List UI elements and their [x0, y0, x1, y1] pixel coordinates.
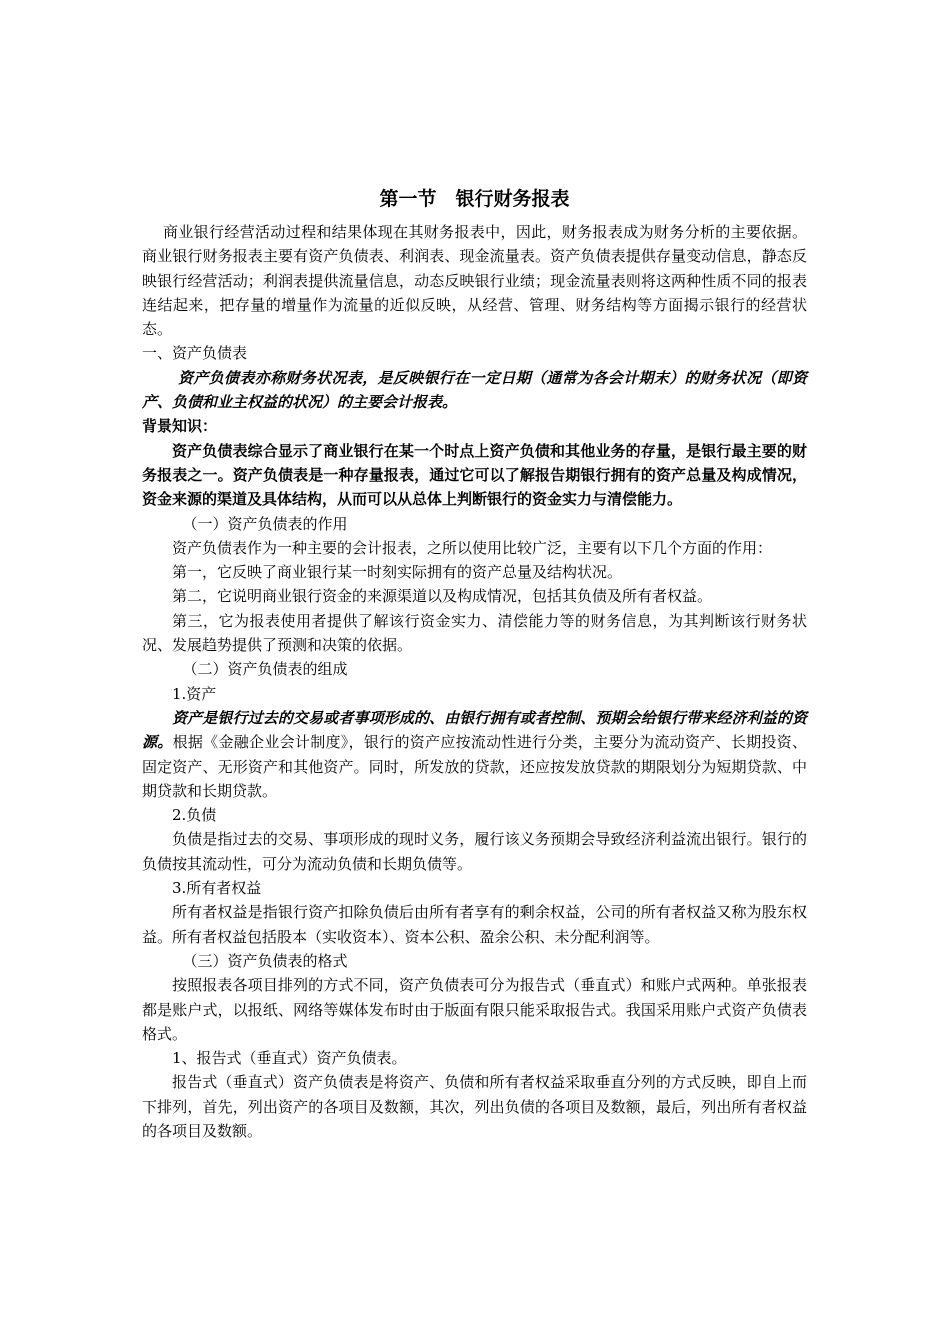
- report-format-paragraph: 报告式（垂直式）资产负债表是将资产、负债和所有者权益采取垂直分列的方式反映，即自上而下排列，首先，列出资产的各项目及数额，其次，列出负债的各项目及数额，最后，列出所有者权益的各项目及数额。: [142, 1073, 807, 1140]
- intro-paragraph: 商业银行经营活动过程和结果体现在其财务报表中，因此，财务报表成为财务分析的主要依据。商业银行财务报表主要有资产负债表、利润表、现金流量表。资产负债表提供存量变动信息，静态反映银行经营活动；利润表提供流量信息，动态反映银行业绩；现金流量表则将这两种性质不同的报表连结起来，把存量的增量作为流量的近似反映，从经营、管理、财务结构等方面揭示银行的经营状态。: [142, 223, 807, 339]
- subsection-heading-composition: （二）资产负债表的组成: [182, 660, 348, 679]
- asset-text: 根据《金融企业会计制度》，银行的资产应按流动性进行分类，主要分为流动资产、长期投资、固定资产、无形资产和其他资产。同时，所发放的贷款，还应按发放贷款的期限划分为短期贷款、中期贷款和长期贷款。: [142, 733, 807, 800]
- asset-heading: 1.资产: [172, 684, 217, 703]
- equity-heading: 3.所有者权益: [172, 879, 262, 898]
- document-page: [142, 184, 807, 1143]
- asset-definition: 资产是银行过去的交易或者事项形成的、由银行拥有或者控制、预期会给银行带来经济利益的资源。: [142, 708, 807, 752]
- background-label: 背景知识：: [142, 417, 218, 436]
- format-paragraph: 按照报表各项目排列的方式不同，资产负债表可分为报告式（垂直式）和账户式两种。单张报表都是账户式，以报纸、网络等媒体发布时由于版面有限只能采取报告式。我国采用账户式资产负债表格式。: [142, 976, 807, 1043]
- section-heading-balance-sheet: 一、资产负债表: [142, 344, 248, 363]
- role-paragraph: 资产负债表作为一种主要的会计报表，之所以使用比较广泛，主要有以下几个方面的作用：: [172, 538, 773, 557]
- asset-paragraph: [142, 706, 807, 803]
- role-point-2: 第二，它说明商业银行资金的来源渠道以及构成情况，包括其负债及所有者权益。: [172, 587, 713, 606]
- equity-paragraph: 所有者权益是指银行资产扣除负债后由所有者享有的剩余权益，公司的所有者权益又称为股东权益。所有者权益包括股本（实收资本）、资本公积、盈余公积、未分配利润等。: [142, 903, 807, 946]
- liability-paragraph: 负债是指过去的交易、事项形成的现时义务，履行该义务预期会导致经济利益流出银行。银行的负债按其流动性，可分为流动负债和长期负债等。: [142, 830, 807, 873]
- subsection-heading-role: （一）资产负债表的作用: [182, 514, 348, 533]
- background-paragraph: 资产负债表综合显示了商业银行在某一个时点上资产负债和其他业务的存量，是银行最主要的财务报表之一。资产负债表是一种存量报表，通过它可以了解报告期银行拥有的资产总量及构成情况，资金来源的渠道及具体结构，从而可以从总体上判断银行的资金实力与清偿能力。: [142, 441, 807, 509]
- role-point-1: 第一，它反映了商业银行某一时刻实际拥有的资产总量及结构状况。: [172, 563, 623, 582]
- report-format-heading: 1、报告式（垂直式）资产负债表。: [172, 1049, 407, 1068]
- subsection-heading-format: （三）资产负债表的格式: [182, 951, 348, 970]
- role-point-3: 第三，它为报表使用者提供了解该行资金实力、清偿能力等的财务信息，为其判断该行财务状况、发展趋势提供了预测和决策的依据。: [142, 611, 807, 655]
- page-title: 第一节 银行财务报表: [379, 188, 570, 210]
- definition-paragraph: 资产负债表亦称财务状况表，是反映银行在一定日期（通常为各会计期末）的财务状况（即资产、负债和业主权益的状况）的主要会计报表。: [142, 368, 807, 412]
- liability-heading: 2.负债: [172, 806, 217, 825]
